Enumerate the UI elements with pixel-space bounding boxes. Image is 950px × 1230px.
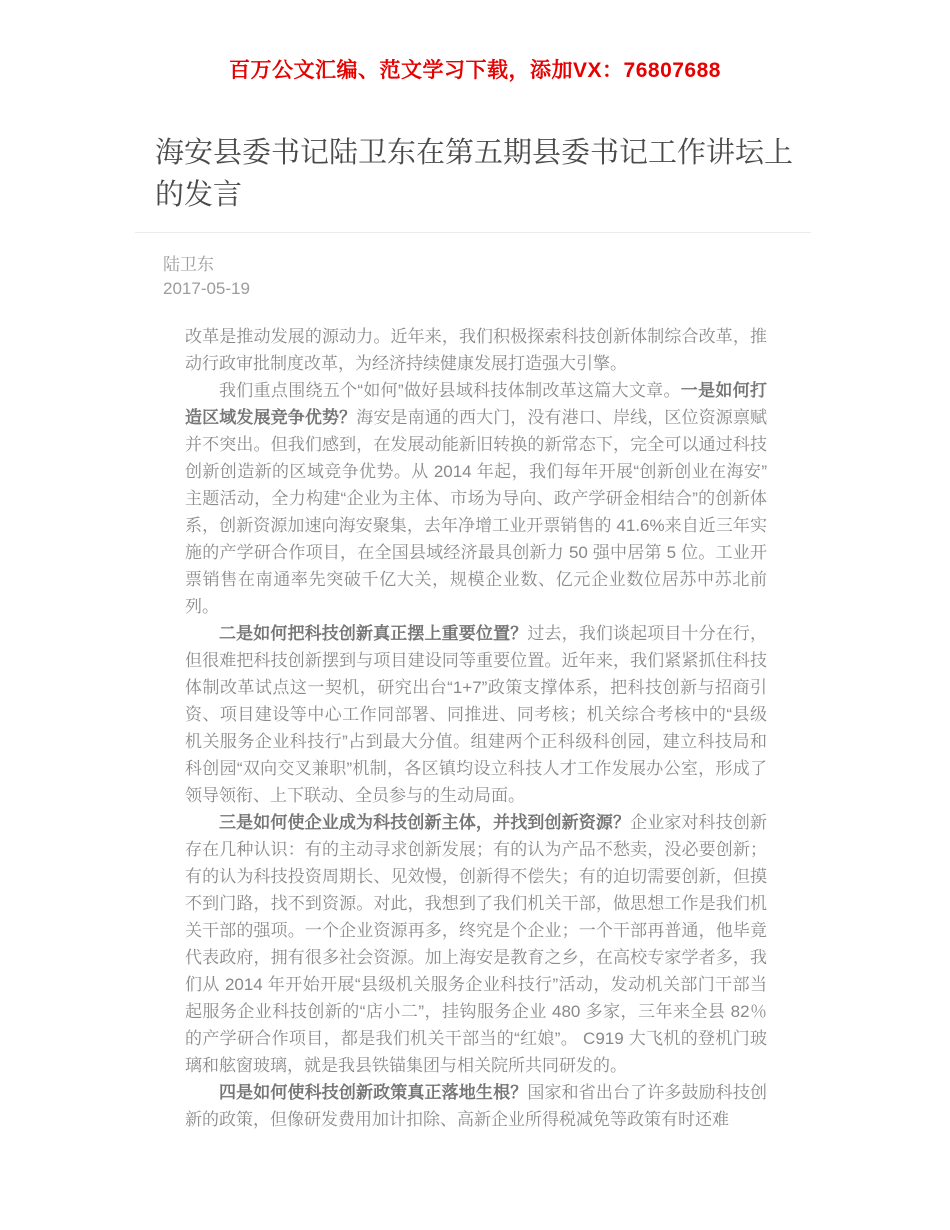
- paragraph-text: 我们重点围绕五个“如何”做好县域科技体制改革这篇大文章。: [219, 381, 681, 400]
- article-body: [185, 323, 767, 1133]
- paragraph-lead: 三是如何使企业成为科技创新主体，并找到创新资源？: [219, 813, 631, 832]
- promo-banner: 百万公文汇编、范文学习下载，添加VX：76807688: [229, 59, 721, 82]
- paragraph: [185, 323, 767, 377]
- paragraph-text: 国家和省出台了许多鼓励科技创新的政策，但像研发费用加计扣除、高新企业所得税减免等政策有时还难: [185, 1083, 768, 1129]
- paragraph: [185, 1079, 767, 1133]
- paragraph-lead: 二是如何把科技创新真正摆上重要位置？: [219, 624, 528, 643]
- paragraph: [185, 620, 767, 809]
- page-title: 海安县委书记陆卫东在第五期县委书记工作讲坛上的发言: [155, 137, 794, 211]
- paragraph: [185, 809, 767, 1079]
- paragraph-lead: 一是如何打造区域发展竞争优势？: [185, 381, 768, 427]
- paragraph-lead: 四是如何使科技创新政策真正落地生根？: [219, 1083, 528, 1102]
- publish-date: 2017-05-19: [163, 279, 250, 298]
- author-name: 陆卫东: [163, 255, 214, 274]
- article: [135, 132, 811, 1133]
- paragraph-text: 过去，我们谈起项目十分在行，但很难把科技创新摆到与项目建设同等重要位置。近年来，我们紧紧抓住科技体制改革试点这一契机，研究出台“1+7”政策支撑体系，把科技创新与招商引资、项目建设等中心工作同部署、同推进、同考核；机关综合考核中的“县级机关服务企业科技行”占到最大分值。组建两个正科级科创园，建立科技局和科创园“双向交叉兼职”机制，各区镇均设立科技人才工作发展办公室，形成了领导领衔、上下联动、全员参与的生动局面。: [185, 624, 768, 805]
- paragraph: [185, 377, 767, 620]
- paragraph-text: 企业家对科技创新存在几种认识：有的主动寻求创新发展；有的认为产品不愁卖，没必要创新；有的认为科技投资周期长、见效慢，创新得不偿失；有的迫切需要创新，但摸不到门路，找不到资源。对此，我想到了我们机关干部，做思想工作是我们机关干部的强项。一个企业资源再多，终究是个企业；一个干部再普通，他毕竟代表政府，拥有很多社会资源。加上海安是教育之乡，在高校专家学者多，我们从 2014 年开始开展“县级机关服务企业科技行”活动，发动机关部门干部当起服务企业科技创新的“店小二”，挂钩服务企业 480 多家，三年来全县 82％的产学研合作项目，都是我们机关干部当的“红娘”。 C919 大飞机的登机门玻璃和舷窗玻璃，就是我县铁锚集团与相关院所共同研发的。: [185, 813, 768, 1075]
- paragraph-text: 海安是南通的西大门，没有港口、岸线，区位资源禀赋并不突出。但我们感到，在发展动能新旧转换的新常态下，完全可以通过科技创新创造新的区域竞争优势。从 2014 年起，我们每年开展“创新创业在海安”主题活动，全力构建“企业为主体、市场为导向、政产学研金相结合”的创新体系，创新资源加速向海安聚集，去年净增工业开票销售的 41.6%来自近三年实施的产学研合作项目，在全国县域经济最具创新力 50 强中居第 5 位。工业开票销售在南通率先突破千亿大关，规模企业数、亿元企业数位居苏中苏北前列。: [185, 408, 768, 616]
- paragraph-text: 改革是推动发展的源动力。近年来，我们积极探索科技创新体制综合改革，推动行政审批制度改革，为经济持续健康发展打造强大引擎。: [185, 327, 767, 373]
- title-divider: [135, 232, 811, 233]
- article-meta: [135, 253, 811, 301]
